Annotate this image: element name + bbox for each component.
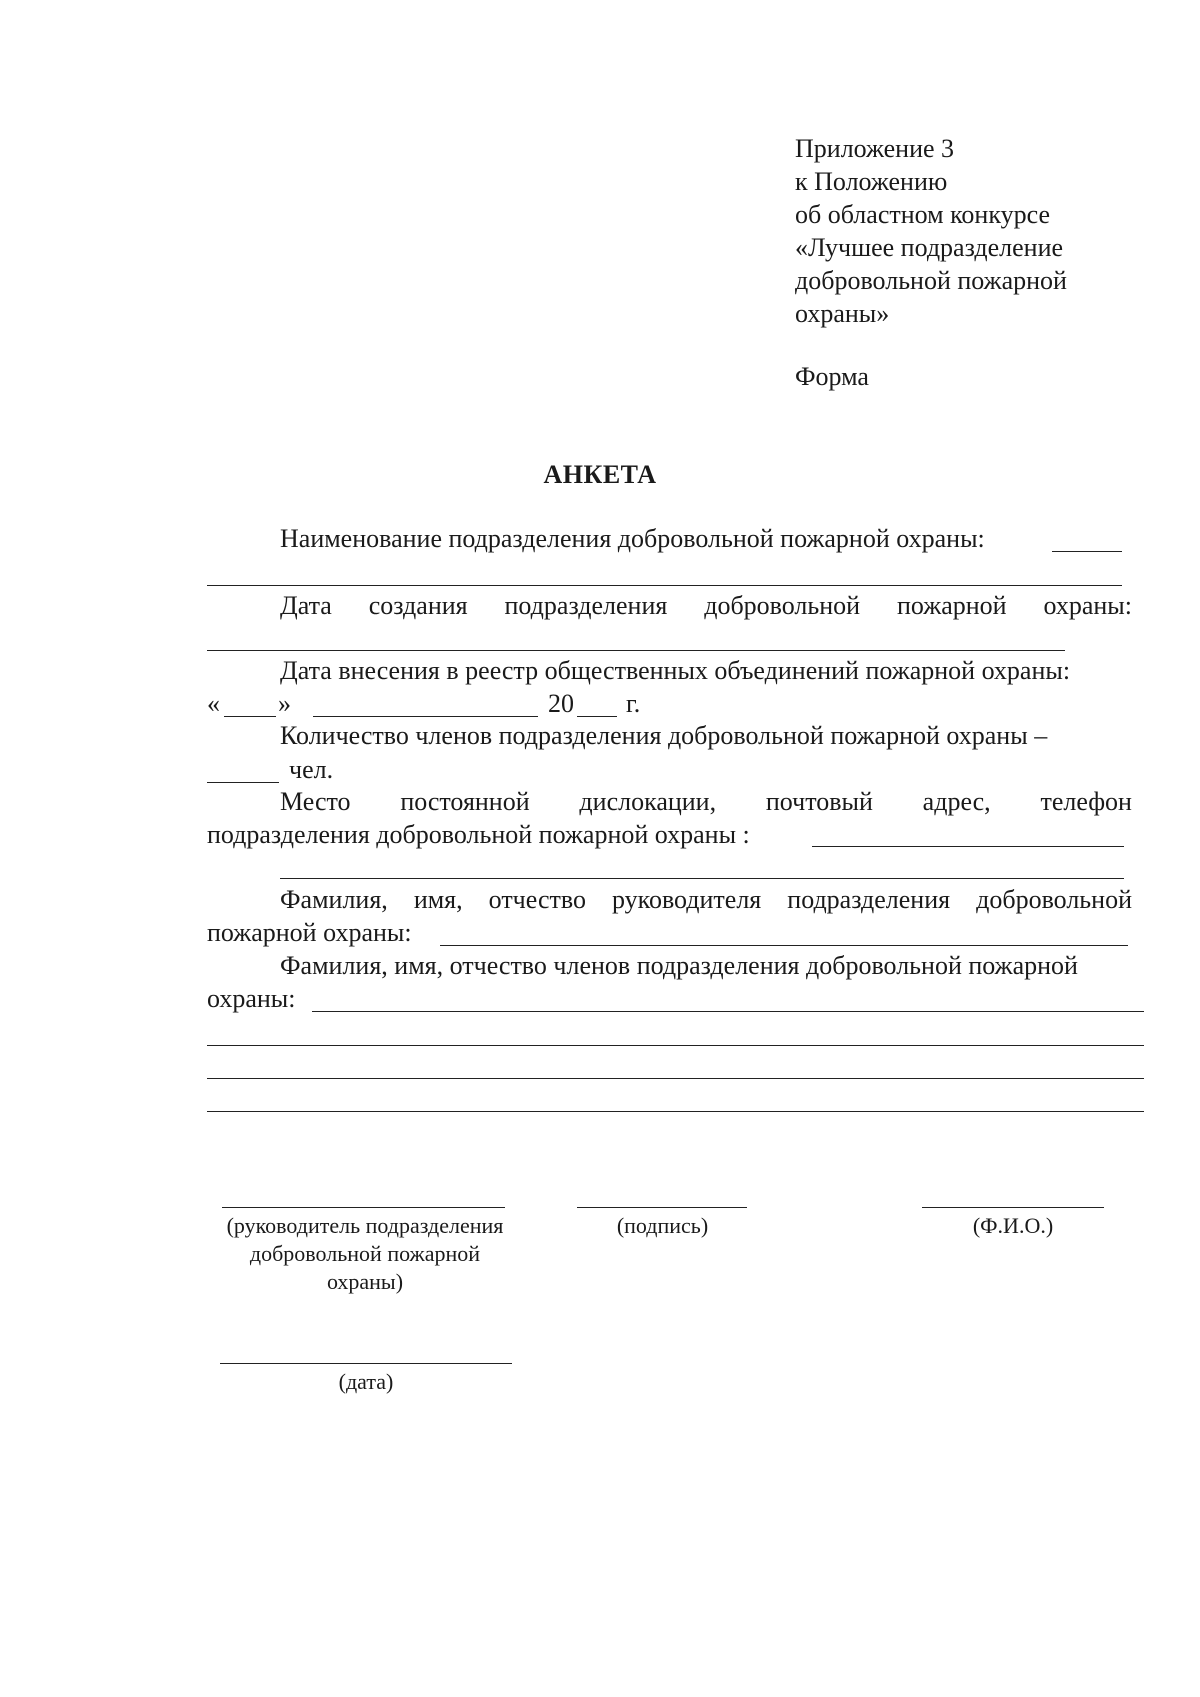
registry-day-field[interactable] xyxy=(224,716,276,717)
head-signature-label: (руководитель подразделения добровольной пожарной охраны) xyxy=(226,1213,504,1294)
appendix-line-4: «Лучшее подразделение xyxy=(795,233,1064,262)
head-name-field[interactable] xyxy=(440,945,1128,946)
appendix-header xyxy=(795,132,1067,330)
members-count-unit: чел. xyxy=(289,755,334,784)
members-names-label: Фамилия, имя, отчество членов подразделения добровольной пожарной xyxy=(280,951,1078,980)
fio-line[interactable] xyxy=(922,1207,1104,1208)
registry-month-field[interactable] xyxy=(313,716,538,717)
form-label: Форма xyxy=(795,362,869,391)
creation-date-label: Дата создания подразделения добровольной пожарной охраны: xyxy=(280,591,1132,620)
location-label: Место постоянной дислокации, почтовый адрес, телефон xyxy=(280,787,1132,816)
registry-close-quote: » xyxy=(278,689,291,718)
page-title: АНКЕТА xyxy=(543,460,657,489)
name-label: Наименование подразделения добровольной пожарной охраны: xyxy=(280,524,985,553)
date-label: (дата) xyxy=(338,1369,394,1394)
registry-year-field[interactable] xyxy=(577,716,617,717)
appendix-line-3: об областном конкурсе xyxy=(795,200,1050,229)
appendix-line-1: Приложение 3 xyxy=(795,134,955,163)
members-count-label: Количество членов подразделения добровольной пожарной охраны – xyxy=(280,721,1048,750)
appendix-line-2: к Положению xyxy=(795,167,948,196)
location-field-continuation[interactable] xyxy=(280,878,1124,879)
location-field[interactable] xyxy=(812,846,1124,847)
signature-line[interactable] xyxy=(577,1207,747,1208)
members-count-field[interactable] xyxy=(207,782,279,783)
members-names-line-4[interactable] xyxy=(207,1111,1144,1112)
members-names-field[interactable] xyxy=(312,1011,1144,1012)
members-names-line-3[interactable] xyxy=(207,1078,1144,1079)
members-names-line-2[interactable] xyxy=(207,1045,1144,1046)
date-line[interactable] xyxy=(220,1363,512,1364)
head-name-label-2: пожарной охраны: xyxy=(207,918,412,947)
appendix-line-6: охраны» xyxy=(795,299,890,328)
registry-year-prefix: 20 xyxy=(548,689,574,718)
name-field[interactable] xyxy=(1052,551,1122,552)
appendix-line-5: добровольной пожарной xyxy=(795,266,1067,295)
members-names-label-2: охраны: xyxy=(207,984,296,1013)
head-signature-line[interactable] xyxy=(222,1207,505,1208)
fio-label: (Ф.И.О.) xyxy=(972,1213,1054,1238)
creation-date-field[interactable] xyxy=(207,650,1065,651)
registry-year-suffix: г. xyxy=(626,689,641,718)
name-field-continuation[interactable] xyxy=(207,585,1122,586)
registry-date-label: Дата внесения в реестр общественных объединений пожарной охраны: xyxy=(280,656,1071,685)
registry-open-quote: « xyxy=(207,689,220,718)
head-name-label: Фамилия, имя, отчество руководителя подразделения добровольной xyxy=(280,885,1132,914)
signature-label: (подпись) xyxy=(616,1213,709,1238)
location-label-2: подразделения добровольной пожарной охраны : xyxy=(207,820,750,849)
